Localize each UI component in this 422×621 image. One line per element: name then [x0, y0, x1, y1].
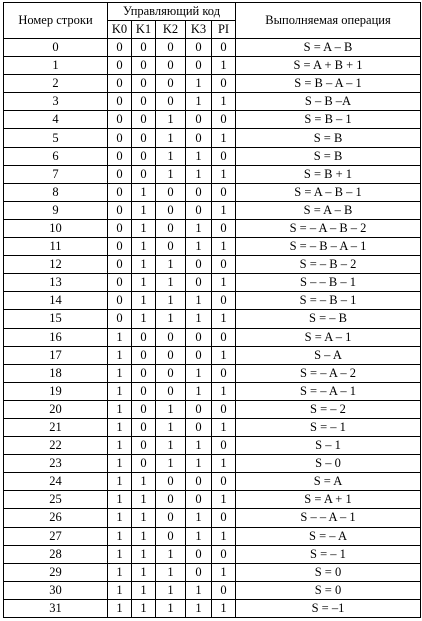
k3-cell: 0	[186, 473, 212, 491]
table-row	[4, 93, 421, 111]
k0-cell: 0	[108, 93, 132, 111]
operation-cell: S = A – B – 1	[236, 183, 421, 201]
table-row	[4, 328, 421, 346]
row-number-cell: 1	[4, 57, 108, 75]
table-row	[4, 364, 421, 382]
pi-cell: 0	[212, 219, 236, 237]
bit-header-k1: K1	[132, 21, 156, 39]
k0-cell: 0	[108, 75, 132, 93]
row-number-cell: 8	[4, 183, 108, 201]
k1-cell: 1	[132, 491, 156, 509]
row-number-cell: 7	[4, 165, 108, 183]
k2-cell: 0	[156, 491, 186, 509]
pi-cell: 1	[212, 599, 236, 617]
k2-cell: 0	[156, 39, 186, 57]
k0-cell: 0	[108, 201, 132, 219]
k0-cell: 1	[108, 563, 132, 581]
operation-cell: S – – B – 1	[236, 274, 421, 292]
row-number-cell: 27	[4, 527, 108, 545]
k3-cell: 1	[186, 527, 212, 545]
k1-cell: 1	[132, 256, 156, 274]
k1-cell: 0	[132, 418, 156, 436]
k1-cell: 0	[132, 93, 156, 111]
k0-cell: 0	[108, 256, 132, 274]
k3-cell: 1	[186, 509, 212, 527]
k3-cell: 0	[186, 183, 212, 201]
pi-cell: 0	[212, 473, 236, 491]
bit-header-pi: PI	[212, 21, 236, 39]
k0-cell: 1	[108, 400, 132, 418]
table-row	[4, 545, 421, 563]
table-row	[4, 183, 421, 201]
row-number-cell: 26	[4, 509, 108, 527]
k2-cell: 0	[156, 382, 186, 400]
k1-cell: 1	[132, 274, 156, 292]
k0-cell: 1	[108, 545, 132, 563]
k2-cell: 0	[156, 473, 186, 491]
k1-cell: 1	[132, 310, 156, 328]
k3-cell: 1	[186, 165, 212, 183]
k1-cell: 1	[132, 473, 156, 491]
table-row	[4, 165, 421, 183]
pi-cell: 0	[212, 292, 236, 310]
k3-cell: 0	[186, 328, 212, 346]
pi-cell: 0	[212, 364, 236, 382]
table-row	[4, 455, 421, 473]
table-row	[4, 509, 421, 527]
operation-cell: S = A + 1	[236, 491, 421, 509]
pi-cell: 1	[212, 129, 236, 147]
table-row	[4, 57, 421, 75]
table-row	[4, 473, 421, 491]
k1-cell: 0	[132, 328, 156, 346]
row-number-cell: 11	[4, 238, 108, 256]
bit-header-k2: K2	[156, 21, 186, 39]
pi-cell: 1	[212, 310, 236, 328]
operations-table-page	[3, 2, 420, 618]
k2-cell: 1	[156, 599, 186, 617]
pi-cell: 1	[212, 93, 236, 111]
row-number-cell: 22	[4, 437, 108, 455]
k0-cell: 1	[108, 527, 132, 545]
pi-cell: 0	[212, 256, 236, 274]
row-number-cell: 13	[4, 274, 108, 292]
k3-cell: 1	[186, 238, 212, 256]
k2-cell: 1	[156, 418, 186, 436]
k0-cell: 1	[108, 364, 132, 382]
k0-cell: 0	[108, 39, 132, 57]
pi-cell: 1	[212, 418, 236, 436]
k1-cell: 0	[132, 39, 156, 57]
operation-cell: S = B – 1	[236, 111, 421, 129]
k2-cell: 1	[156, 147, 186, 165]
k1-cell: 1	[132, 219, 156, 237]
k1-cell: 0	[132, 165, 156, 183]
table-row	[4, 75, 421, 93]
operation-cell: S = – 1	[236, 545, 421, 563]
k1-cell: 1	[132, 509, 156, 527]
k2-cell: 1	[156, 581, 186, 599]
k2-cell: 0	[156, 238, 186, 256]
table-row	[4, 39, 421, 57]
k0-cell: 0	[108, 129, 132, 147]
row-number-cell: 5	[4, 129, 108, 147]
row-number-cell: 2	[4, 75, 108, 93]
k3-cell: 0	[186, 201, 212, 219]
pi-cell: 1	[212, 274, 236, 292]
k2-cell: 0	[156, 183, 186, 201]
k2-cell: 0	[156, 364, 186, 382]
operation-cell: S = B	[236, 147, 421, 165]
k1-cell: 1	[132, 599, 156, 617]
k2-cell: 1	[156, 111, 186, 129]
k0-cell: 1	[108, 328, 132, 346]
k3-cell: 1	[186, 437, 212, 455]
k3-cell: 1	[186, 219, 212, 237]
k2-cell: 0	[156, 201, 186, 219]
operation-cell: S = – A – B – 2	[236, 219, 421, 237]
pi-cell: 0	[212, 509, 236, 527]
k1-cell: 1	[132, 292, 156, 310]
row-number-cell: 29	[4, 563, 108, 581]
k3-cell: 1	[186, 310, 212, 328]
k1-cell: 1	[132, 563, 156, 581]
table-row	[4, 418, 421, 436]
operation-cell: S = – A – 1	[236, 382, 421, 400]
operation-cell: S = 0	[236, 563, 421, 581]
table-row	[4, 400, 421, 418]
table-row	[4, 201, 421, 219]
table-row	[4, 491, 421, 509]
operation-cell: S = A – B	[236, 39, 421, 57]
row-number-cell: 25	[4, 491, 108, 509]
row-number-cell: 17	[4, 346, 108, 364]
pi-cell: 1	[212, 165, 236, 183]
row-number-cell: 28	[4, 545, 108, 563]
k2-cell: 1	[156, 455, 186, 473]
k3-cell: 0	[186, 39, 212, 57]
row-number-cell: 9	[4, 201, 108, 219]
k1-cell: 1	[132, 581, 156, 599]
k3-cell: 0	[186, 256, 212, 274]
pi-cell: 0	[212, 581, 236, 599]
pi-cell: 1	[212, 563, 236, 581]
row-number-cell: 3	[4, 93, 108, 111]
k1-cell: 0	[132, 364, 156, 382]
operation-cell: S – 0	[236, 455, 421, 473]
k3-cell: 0	[186, 57, 212, 75]
k0-cell: 0	[108, 274, 132, 292]
operation-cell: S = B	[236, 129, 421, 147]
pi-cell: 0	[212, 183, 236, 201]
pi-cell: 1	[212, 455, 236, 473]
k3-cell: 1	[186, 75, 212, 93]
table-row	[4, 581, 421, 599]
table-row	[4, 238, 421, 256]
table-row	[4, 147, 421, 165]
pi-cell: 0	[212, 328, 236, 346]
table-row	[4, 274, 421, 292]
k3-cell: 1	[186, 599, 212, 617]
k0-cell: 1	[108, 418, 132, 436]
operation-cell: S = – 2	[236, 400, 421, 418]
pi-cell: 0	[212, 111, 236, 129]
k0-cell: 0	[108, 111, 132, 129]
operation-cell: S – A	[236, 346, 421, 364]
operation-cell: S = A – 1	[236, 328, 421, 346]
k2-cell: 0	[156, 328, 186, 346]
row-number-cell: 10	[4, 219, 108, 237]
row-number-cell: 12	[4, 256, 108, 274]
table-row	[4, 310, 421, 328]
k3-cell: 0	[186, 491, 212, 509]
table-row	[4, 346, 421, 364]
row-number-cell: 24	[4, 473, 108, 491]
row-number-cell: 30	[4, 581, 108, 599]
k0-cell: 1	[108, 473, 132, 491]
k1-cell: 0	[132, 400, 156, 418]
k1-cell: 0	[132, 111, 156, 129]
row-number-cell: 0	[4, 39, 108, 57]
k3-cell: 0	[186, 129, 212, 147]
row-number-cell: 20	[4, 400, 108, 418]
table-row	[4, 292, 421, 310]
operation-cell: S = A – B	[236, 201, 421, 219]
table-row	[4, 527, 421, 545]
k3-cell: 0	[186, 400, 212, 418]
k0-cell: 1	[108, 599, 132, 617]
table-row	[4, 382, 421, 400]
k0-cell: 1	[108, 437, 132, 455]
k0-cell: 1	[108, 491, 132, 509]
k0-cell: 0	[108, 183, 132, 201]
operation-header: Выполняемая операция	[236, 3, 421, 39]
pi-cell: 1	[212, 346, 236, 364]
k3-cell: 0	[186, 545, 212, 563]
operation-cell: S – 1	[236, 437, 421, 455]
k2-cell: 0	[156, 219, 186, 237]
k2-cell: 0	[156, 509, 186, 527]
k3-cell: 1	[186, 292, 212, 310]
k1-cell: 0	[132, 75, 156, 93]
pi-cell: 0	[212, 437, 236, 455]
k1-cell: 0	[132, 147, 156, 165]
k1-cell: 0	[132, 437, 156, 455]
operation-cell: S – B –A	[236, 93, 421, 111]
k2-cell: 1	[156, 310, 186, 328]
pi-cell: 0	[212, 147, 236, 165]
k1-cell: 0	[132, 129, 156, 147]
k0-cell: 0	[108, 238, 132, 256]
pi-cell: 1	[212, 491, 236, 509]
operations-table	[3, 2, 421, 618]
k2-cell: 0	[156, 527, 186, 545]
table-row	[4, 219, 421, 237]
table-row	[4, 599, 421, 617]
operation-cell: S = B – A – 1	[236, 75, 421, 93]
row-number-cell: 4	[4, 111, 108, 129]
operation-cell: S – – A – 1	[236, 509, 421, 527]
k3-cell: 1	[186, 147, 212, 165]
operation-cell: S = A + B + 1	[236, 57, 421, 75]
k2-cell: 1	[156, 274, 186, 292]
row-number-cell: 21	[4, 418, 108, 436]
k0-cell: 1	[108, 581, 132, 599]
row-number-cell: 15	[4, 310, 108, 328]
operation-cell: S = – 1	[236, 418, 421, 436]
row-number-cell: 18	[4, 364, 108, 382]
control-code-header: Управляющий код	[108, 3, 236, 21]
k0-cell: 0	[108, 219, 132, 237]
k3-cell: 0	[186, 274, 212, 292]
k0-cell: 1	[108, 509, 132, 527]
k2-cell: 1	[156, 129, 186, 147]
k2-cell: 1	[156, 165, 186, 183]
row-number-cell: 16	[4, 328, 108, 346]
row-number-cell: 23	[4, 455, 108, 473]
k2-cell: 1	[156, 256, 186, 274]
header-row-1	[4, 3, 421, 21]
k0-cell: 0	[108, 57, 132, 75]
operation-cell: S = – A – 2	[236, 364, 421, 382]
k0-cell: 1	[108, 346, 132, 364]
pi-cell: 1	[212, 57, 236, 75]
k1-cell: 0	[132, 57, 156, 75]
operation-cell: S = B + 1	[236, 165, 421, 183]
operation-cell: S = – B	[236, 310, 421, 328]
k1-cell: 0	[132, 382, 156, 400]
pi-cell: 0	[212, 39, 236, 57]
k0-cell: 0	[108, 310, 132, 328]
k0-cell: 0	[108, 165, 132, 183]
k2-cell: 1	[156, 545, 186, 563]
row-number-cell: 31	[4, 599, 108, 617]
row-number-cell: 6	[4, 147, 108, 165]
table-body	[4, 39, 421, 618]
k2-cell: 1	[156, 437, 186, 455]
k0-cell: 1	[108, 382, 132, 400]
operation-cell: S = – B – 2	[236, 256, 421, 274]
operation-cell: S = – B – A – 1	[236, 238, 421, 256]
k2-cell: 1	[156, 563, 186, 581]
k3-cell: 1	[186, 364, 212, 382]
row-number-cell: 19	[4, 382, 108, 400]
operation-cell: S = A	[236, 473, 421, 491]
operation-cell: S = – B – 1	[236, 292, 421, 310]
k3-cell: 0	[186, 346, 212, 364]
pi-cell: 1	[212, 527, 236, 545]
k0-cell: 0	[108, 147, 132, 165]
pi-cell: 0	[212, 400, 236, 418]
pi-cell: 0	[212, 75, 236, 93]
pi-cell: 1	[212, 382, 236, 400]
k1-cell: 0	[132, 346, 156, 364]
k1-cell: 1	[132, 545, 156, 563]
k1-cell: 1	[132, 201, 156, 219]
k3-cell: 1	[186, 455, 212, 473]
k3-cell: 1	[186, 382, 212, 400]
operation-cell: S = 0	[236, 581, 421, 599]
k2-cell: 1	[156, 292, 186, 310]
k1-cell: 1	[132, 238, 156, 256]
k3-cell: 1	[186, 581, 212, 599]
table-row	[4, 563, 421, 581]
operation-cell: S = – A	[236, 527, 421, 545]
k0-cell: 1	[108, 455, 132, 473]
table-row	[4, 437, 421, 455]
table-row	[4, 111, 421, 129]
k2-cell: 0	[156, 57, 186, 75]
k2-cell: 0	[156, 93, 186, 111]
k3-cell: 0	[186, 111, 212, 129]
operation-cell: S = –1	[236, 599, 421, 617]
k2-cell: 0	[156, 75, 186, 93]
k3-cell: 0	[186, 563, 212, 581]
row-number-header: Номер строки	[4, 3, 108, 39]
k1-cell: 1	[132, 527, 156, 545]
table-row	[4, 129, 421, 147]
k2-cell: 0	[156, 346, 186, 364]
k3-cell: 1	[186, 93, 212, 111]
k2-cell: 1	[156, 400, 186, 418]
k3-cell: 0	[186, 418, 212, 436]
k0-cell: 0	[108, 292, 132, 310]
k1-cell: 0	[132, 455, 156, 473]
bit-header-k0: K0	[108, 21, 132, 39]
pi-cell: 0	[212, 545, 236, 563]
pi-cell: 1	[212, 201, 236, 219]
row-number-cell: 14	[4, 292, 108, 310]
pi-cell: 1	[212, 238, 236, 256]
k1-cell: 1	[132, 183, 156, 201]
table-row	[4, 256, 421, 274]
bit-header-k3: K3	[186, 21, 212, 39]
